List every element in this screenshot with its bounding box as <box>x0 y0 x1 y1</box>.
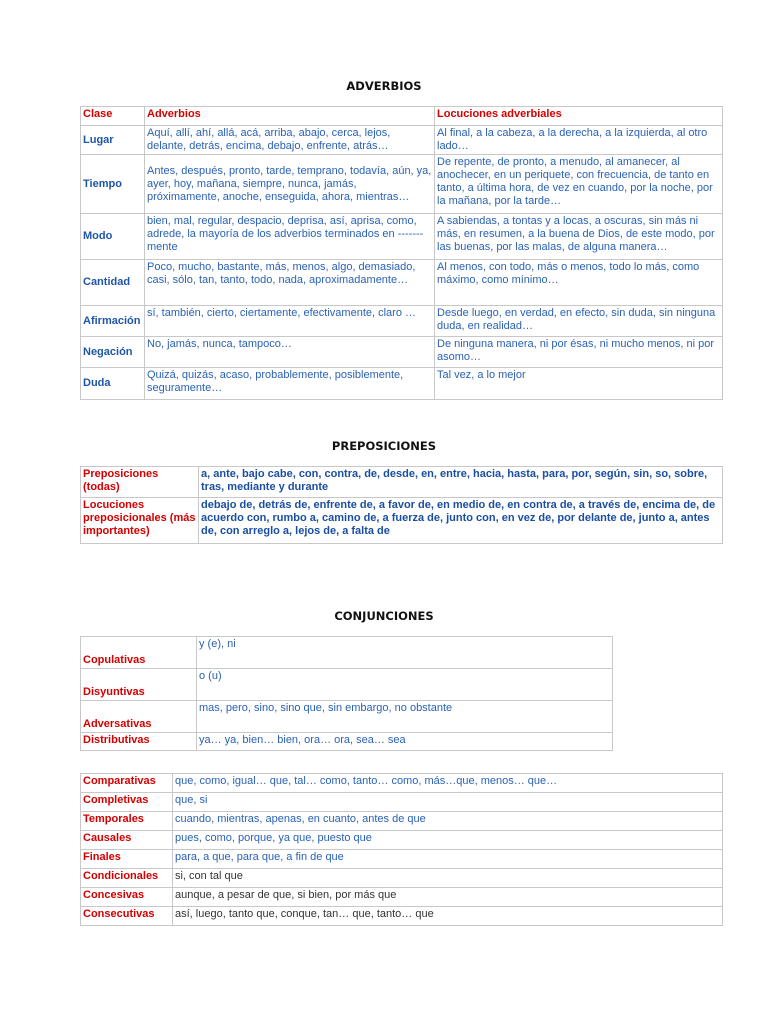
table-row <box>81 831 723 850</box>
row-locuciones: Tal vez, a lo mejor <box>435 368 723 400</box>
table-row <box>81 774 723 793</box>
row-adverbios: Poco, mucho, bastante, más, menos, algo, demasiado, casi, sólo, tan, tanto, todo, nada, aproximadamente… <box>145 260 435 306</box>
row-clase: Afirmación <box>81 306 145 337</box>
conjuncion-label: Concesivas <box>81 888 173 907</box>
header-clase: Clase <box>81 107 145 126</box>
locuciones-preposicionales-value: debajo de, detrás de, enfrente de, a favor de, en medio de, en contra de, a través de, encima de, de acuerdo con, rumbo a, camino de, a fuerza de, junto con, en vez de, por delante de, junto a, antes de, con arreglo a, lejos de, a falta de <box>199 498 723 544</box>
table-row <box>81 733 613 751</box>
row-locuciones: Desde luego, en verdad, en efecto, sin duda, sin ninguna duda, en realidad… <box>435 306 723 337</box>
row-locuciones: Al menos, con todo, más o menos, todo lo más, como máximo, como mínimo… <box>435 260 723 306</box>
conjuncion-label: Completivas <box>81 793 173 812</box>
row-adverbios: bien, mal, regular, despacio, deprisa, así, aprisa, como, adrede, la mayoría de los adverbios terminados en -------mente <box>145 214 435 260</box>
conjuncion-value: ya… ya, bien… bien, ora… ora, sea… sea <box>197 733 613 751</box>
row-clase: Tiempo <box>81 155 145 214</box>
table-row <box>81 498 723 544</box>
conjuncion-label: Disyuntivas <box>81 669 197 701</box>
row-clase: Lugar <box>81 126 145 155</box>
conjuncion-value: pues, como, porque, ya que, puesto que <box>173 831 723 850</box>
conjuncion-value: que, como, igual… que, tal… como, tanto… como, más…que, menos… que… <box>173 774 723 793</box>
conjunciones-table-1 <box>80 636 613 751</box>
preposiciones-title: PREPOSICIONES <box>331 439 437 453</box>
row-locuciones: A sabiendas, a tontas y a locas, a oscuras, sin más ni más, en resumen, a la buena de Dios, de este modo, por las buenas, por las malas, de alguna manera… <box>435 214 723 260</box>
conjuncion-label: Distributivas <box>81 733 197 751</box>
row-adverbios: Quizá, quizás, acaso, probablemente, posiblemente, seguramente… <box>145 368 435 400</box>
row-clase: Duda <box>81 368 145 400</box>
table-row <box>81 701 613 733</box>
table-row <box>81 850 723 869</box>
preposiciones-label: Preposiciones (todas) <box>81 467 199 498</box>
conjuncion-label: Condicionales <box>81 869 173 888</box>
header-adverbios: Adverbios <box>145 107 435 126</box>
conjuncion-label: Adversativas <box>81 701 197 733</box>
table-row <box>81 888 723 907</box>
table-row <box>81 907 723 926</box>
table-row <box>81 869 723 888</box>
table-row <box>81 368 723 400</box>
conjuncion-value: cuando, mientras, apenas, en cuanto, antes de que <box>173 812 723 831</box>
row-locuciones: De ninguna manera, ni por ésas, ni mucho menos, ni por asomo… <box>435 337 723 368</box>
conjuncion-label: Comparativas <box>81 774 173 793</box>
conjuncion-label: Temporales <box>81 812 173 831</box>
conjuncion-value: y (e), ni <box>197 637 613 669</box>
adverbios-table <box>80 106 723 400</box>
table-row <box>81 155 723 214</box>
conjunciones-table-2 <box>80 773 723 926</box>
conjuncion-value: para, a que, para que, a fin de que <box>173 850 723 869</box>
adverbios-title: ADVERBIOS <box>346 79 422 93</box>
locuciones-preposicionales-label: Locuciones preposicionales (más importantes) <box>81 498 199 544</box>
row-adverbios: Aquí, allí, ahí, allá, acá, arriba, abajo, cerca, lejos, delante, detrás, encima, debajo, enfrente, atrás… <box>145 126 435 155</box>
row-clase: Negación <box>81 337 145 368</box>
row-adverbios: No, jamás, nunca, tampoco… <box>145 337 435 368</box>
conjuncion-value: o (u) <box>197 669 613 701</box>
table-row <box>81 126 723 155</box>
table-row <box>81 260 723 306</box>
conjuncion-label: Finales <box>81 850 173 869</box>
conjuncion-value: mas, pero, sino, sino que, sin embargo, no obstante <box>197 701 613 733</box>
table-row <box>81 337 723 368</box>
conjuncion-value: así, luego, tanto que, conque, tan… que, tanto… que <box>173 907 723 926</box>
row-adverbios: Antes, después, pronto, tarde, temprano, todavía, aún, ya, ayer, hoy, mañana, siempre, nunca, jamás, próximamente, anoche, enseguida, ahora, mientras… <box>145 155 435 214</box>
header-locuciones: Locuciones adverbiales <box>435 107 723 126</box>
table-row <box>81 467 723 498</box>
conjuncion-label: Copulativas <box>81 637 197 669</box>
conjuncion-label: Causales <box>81 831 173 850</box>
conjuncion-value: si, con tal que <box>173 869 723 888</box>
row-locuciones: De repente, de pronto, a menudo, al amanecer, al anochecer, en un periquete, con frecuencia, de tanto en tanto, a última hora, de vez en cuando, por la noche, por la mañana, por la tarde… <box>435 155 723 214</box>
row-locuciones: Al final, a la cabeza, a la derecha, a la izquierda, al otro lado… <box>435 126 723 155</box>
conjunciones-title: CONJUNCIONES <box>334 609 434 623</box>
preposiciones-table <box>80 466 723 544</box>
adverbios-header-row <box>81 107 723 126</box>
table-row <box>81 214 723 260</box>
table-row <box>81 812 723 831</box>
row-clase: Modo <box>81 214 145 260</box>
row-adverbios: sí, también, cierto, ciertamente, efectivamente, claro … <box>145 306 435 337</box>
conjuncion-value: que, si <box>173 793 723 812</box>
table-row <box>81 793 723 812</box>
conjuncion-label: Consecutivas <box>81 907 173 926</box>
table-row <box>81 306 723 337</box>
row-clase: Cantidad <box>81 260 145 306</box>
conjuncion-value: aunque, a pesar de que, si bien, por más que <box>173 888 723 907</box>
preposiciones-value: a, ante, bajo cabe, con, contra, de, desde, en, entre, hacia, hasta, para, por, según, sin, so, sobre, tras, mediante y durante <box>199 467 723 498</box>
table-row <box>81 637 613 669</box>
table-row <box>81 669 613 701</box>
